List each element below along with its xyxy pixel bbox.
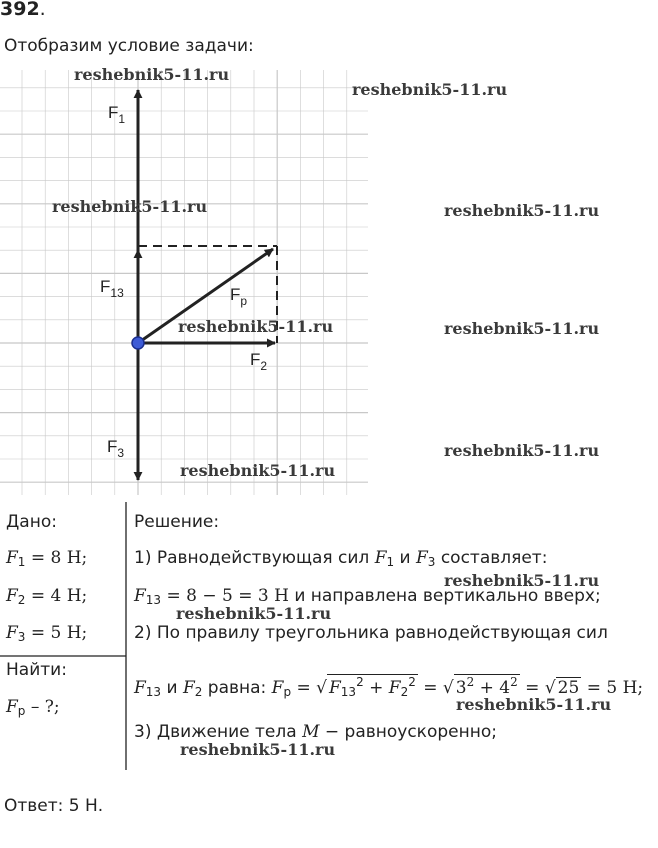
grid xyxy=(0,70,368,495)
watermark: reshebnik5-11.ru xyxy=(180,740,336,759)
label-f3: $F_3$ xyxy=(107,437,125,460)
given-header: Дано: xyxy=(6,512,57,532)
watermark: reshebnik5-11.ru xyxy=(352,80,508,99)
radical-3: 25 xyxy=(557,678,580,698)
watermark: reshebnik5-11.ru xyxy=(444,441,600,460)
label-f13: $F_{13}$ xyxy=(100,277,124,300)
given-f1: F1 = 8 Н; xyxy=(6,548,88,569)
radical-1: $F13^2 + F2^2$ xyxy=(329,675,416,699)
radical-2: $3^2 + 4^2$ xyxy=(455,675,518,698)
answer: Ответ: 5 Н. xyxy=(4,796,104,816)
solution-line-2: F13 = 8 − 5 = 3 Н и направлена вертикально вверх; xyxy=(134,586,601,607)
watermark: reshebnik5-11.ru xyxy=(74,65,230,84)
watermark: reshebnik5-11.ru xyxy=(444,571,600,590)
intro-text: Отобразим условие задачи: xyxy=(4,36,254,56)
watermark: reshebnik5-11.ru xyxy=(52,197,208,216)
given-f2: F2 = 4 Н; xyxy=(6,586,88,607)
find-header: Найти: xyxy=(6,660,67,680)
watermark: reshebnik5-11.ru xyxy=(456,695,612,714)
origin-point xyxy=(132,337,144,349)
find-fp: Fр – ?; xyxy=(6,697,60,718)
solution-line-3: 2) По правилу треугольника равнодействующая сил xyxy=(134,623,608,643)
solution-line-1: 1) Равнодействующая сил F1 и F3 составляет: xyxy=(134,548,548,569)
label-f1: $F_1$ xyxy=(108,103,126,126)
watermark: reshebnik5-11.ru xyxy=(178,317,334,336)
watermark: reshebnik5-11.ru xyxy=(444,319,600,338)
watermark: reshebnik5-11.ru xyxy=(180,461,336,480)
solution-line-4: F13 и F2 равна: Fр = √ $F13^2 + F2^2$ = √ $3^2 + 4^2$ = √ 25 = 5 Н; xyxy=(134,675,644,699)
watermark: reshebnik5-11.ru xyxy=(444,201,600,220)
problem-number: 392. xyxy=(0,0,46,20)
solution-header: Решение: xyxy=(134,512,220,532)
watermark: reshebnik5-11.ru xyxy=(176,604,332,623)
given-f3: F3 = 5 Н; xyxy=(6,623,88,644)
solution-line-5: 3) Движение тела M − равноускоренно; xyxy=(134,722,497,742)
label-fp: $F_p$ xyxy=(230,285,248,308)
label-f2: $F_2$ xyxy=(250,350,268,373)
